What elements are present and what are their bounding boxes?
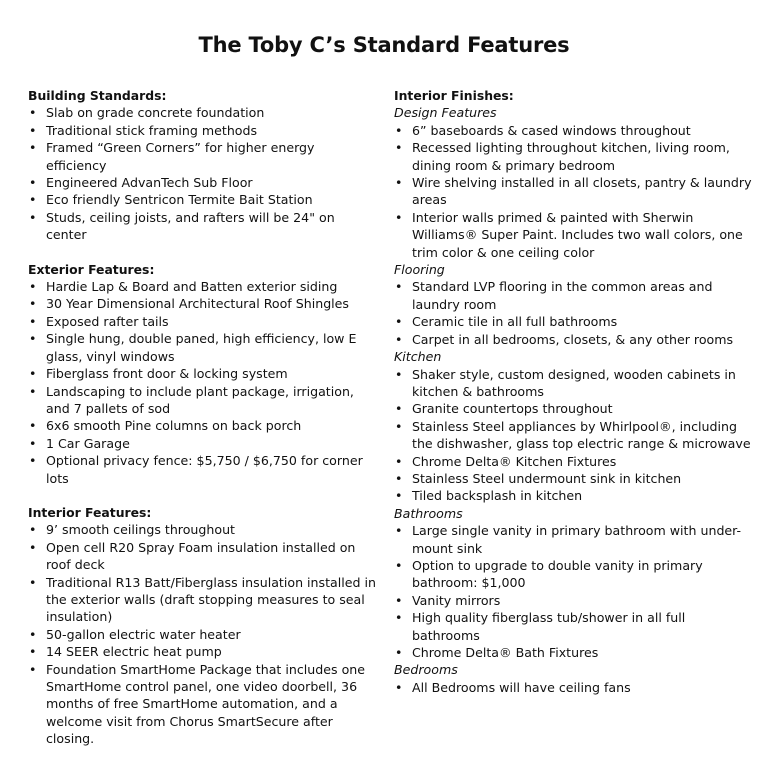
list-item: • Stainless Steel undermount sink in kitchen	[394, 470, 754, 487]
list-item: • Engineered AdvanTech Sub Floor	[28, 174, 378, 191]
list-item: • Vanity mirrors	[394, 592, 754, 609]
list-item: • Framed “Green Corners” for higher energy efficiency	[28, 139, 378, 174]
list-item: • Recessed lighting throughout kitchen, living room, dining room & primary bedroom	[394, 139, 754, 174]
list-item: • Optional privacy fence: $5,750 / $6,750 for corner lots	[28, 452, 378, 487]
list-item: • Tiled backsplash in kitchen	[394, 487, 754, 504]
list-item: • Wire shelving installed in all closets, pantry & laundry areas	[394, 174, 754, 209]
list-item: • Stainless Steel appliances by Whirlpool®, including the dishwasher, glass top electric range & microwave	[394, 418, 754, 453]
list-item: • All Bedrooms will have ceiling fans	[394, 679, 754, 696]
list-item: • 14 SEER electric heat pump	[28, 643, 378, 660]
flooring-heading: Flooring	[394, 262, 445, 278]
bathrooms-heading: Bathrooms	[394, 505, 463, 521]
list-item: • Chrome Delta® Kitchen Fixtures	[394, 453, 754, 470]
left-column	[28, 87, 378, 748]
list-item: • Single hung, double paned, high efficiency, low E glass, vinyl windows	[28, 330, 378, 365]
page-title: The Toby C’s Standard Features	[198, 33, 570, 57]
list-item: • Shaker style, custom designed, wooden cabinets in kitchen & bathrooms	[394, 366, 754, 401]
list-item: • 30 Year Dimensional Architectural Roof Shingles	[28, 295, 378, 312]
list-item: • Studs, ceiling joists, and rafters will be 24" on center	[28, 209, 378, 244]
list-item: • Ceramic tile in all full bathrooms	[394, 313, 754, 330]
exterior-features-list	[28, 278, 378, 487]
list-item: • Interior walls primed & painted with Sherwin Williams® Super Paint. Includes two wall colors, one trim color & one ceiling color	[394, 209, 754, 261]
list-item: • 9’ smooth ceilings throughout	[28, 521, 378, 538]
building-standards-list	[28, 104, 378, 243]
design-features-list	[394, 122, 754, 261]
list-item: • High quality fiberglass tub/shower in all full bathrooms	[394, 609, 754, 644]
list-item: • Slab on grade concrete foundation	[28, 104, 378, 121]
flooring-list	[394, 278, 754, 348]
list-item: • Large single vanity in primary bathroom with under-mount sink	[394, 522, 754, 557]
interior-finishes-heading: Interior Finishes:	[394, 88, 514, 103]
list-item: • Landscaping to include plant package, irrigation, and 7 pallets of sod	[28, 383, 378, 418]
interior-features-list	[28, 521, 378, 747]
list-item: • 1 Car Garage	[28, 435, 378, 452]
kitchen-heading: Kitchen	[394, 349, 442, 365]
list-item: • Carpet in all bedrooms, closets, & any other rooms	[394, 331, 754, 348]
list-item: • Option to upgrade to double vanity in primary bathroom: $1,000	[394, 557, 754, 592]
list-item: • 50-gallon electric water heater	[28, 626, 378, 643]
design-features-heading: Design Features	[394, 105, 497, 121]
exterior-features-heading: Exterior Features:	[28, 261, 155, 277]
list-item: • Traditional R13 Batt/Fiberglass insulation installed in the exterior walls (draft stopping measures to seal insulation)	[28, 574, 378, 626]
list-item: • Traditional stick framing methods	[28, 122, 378, 139]
section-spacer	[28, 244, 378, 261]
bedrooms-heading: Bedrooms	[394, 662, 458, 678]
list-item: • Standard LVP flooring in the common areas and laundry room	[394, 278, 754, 313]
kitchen-list	[394, 366, 754, 505]
list-item: • Foundation SmartHome Package that includes one SmartHome control panel, one video doorbell, 36 months of free SmartHome automation, and a welcome visit from Chorus SmartSecure after closing.	[28, 661, 378, 748]
list-item: • Open cell R20 Spray Foam insulation installed on roof deck	[28, 539, 378, 574]
list-item: • 6” baseboards & cased windows throughout	[394, 122, 754, 139]
bedrooms-list	[394, 679, 754, 696]
list-item: • 6x6 smooth Pine columns on back porch	[28, 417, 378, 434]
list-item: • Granite countertops throughout	[394, 400, 754, 417]
building-standards-heading: Building Standards:	[28, 88, 167, 103]
list-item: • Exposed rafter tails	[28, 313, 378, 330]
list-item: • Fiberglass front door & locking system	[28, 365, 378, 382]
bathrooms-list	[394, 522, 754, 661]
interior-features-heading: Interior Features:	[28, 504, 152, 520]
list-item: • Chrome Delta® Bath Fixtures	[394, 644, 754, 661]
list-item: • Hardie Lap & Board and Batten exterior siding	[28, 278, 378, 295]
right-column	[394, 87, 754, 696]
list-item: • Eco friendly Sentricon Termite Bait Station	[28, 191, 378, 208]
section-spacer	[28, 487, 378, 504]
